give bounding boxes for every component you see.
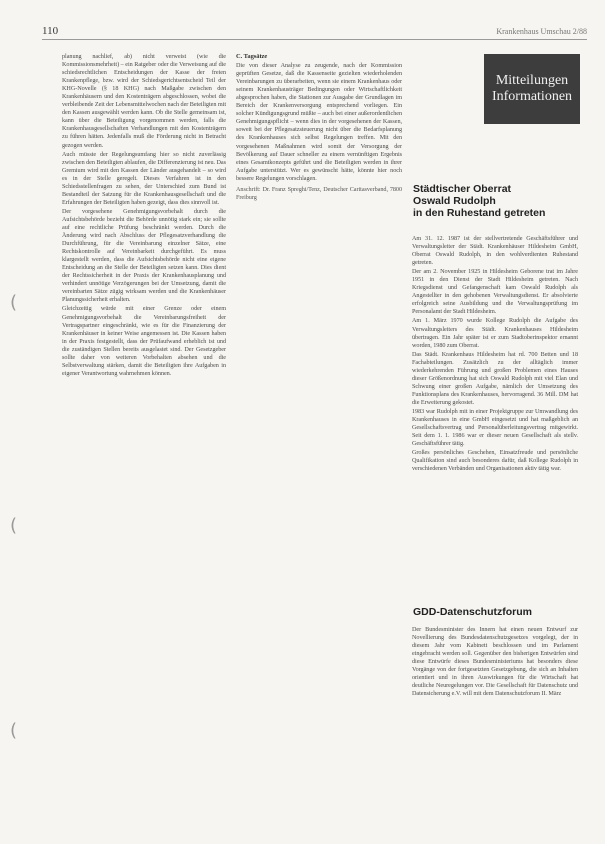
paragraph: Der Bundesminister des Innern hat einen neuen Entwurf zur Novellierung des Bundesdatenschutzgesetzes vorgelegt, der in diesem Jahr vom Kabinett beschlossen und im Parlament eingebracht werden soll. Gegenüber den bisherigen Entwürfen sind diese Entwürfe dieses Bundesministeriums hat besonders diese Vorgänge von der fortgesetzten Gesetzgebung, die sich an Inhalten orientiert und in ihren Auswirkungen für die Wirtschaft hat deutliche Neuregelungen vor. Die Gesellschaft für Datenschutz und Datensicherung e.V. will mit dem Datenschutzforum II. März [412,626,578,698]
paragraph: Am 1. März 1970 wurde Kollege Rudolph die Aufgabe des Verwaltungsleiters des Städt. Krankenhauses Hildesheim übertragen. Ein Jahr später ist er zum Stadtoberinspektor ernannt worden, 1980 zum Oberrat. [412,317,578,349]
paragraph: Der am 2. November 1925 in Hildesheim Geborene trat im Jahre 1951 in den Dienst der Stadt Hildesheim getreten. Nach Kriegsdienst und Gefangenschaft kam Oswald Rudolph als Angestellter in den gehobenen Verwaltungsdienst. Er absolvierte erfolgreich seine Ausbildung und die Verwaltungsprüfung im Personalamt der Stadt Hildesheim. [412,268,578,316]
article-title [413,183,581,219]
column-right-article [412,235,578,474]
paragraph: Großes persönliches Geschehen, Einsatzfreude und persönliche Qualifikation sind auch besonderes dafür, daß Kollege Rudolph in verschiedenen Verbänden und Organisationen aktiv tätig war. [412,449,578,473]
banner-line: Mitteilungen [495,73,569,88]
paragraph: Die von dieser Analyse zu zeugende, nach der Kommission geprüften Gesetze, daß die Kassenseite gezielten wiederholenden Vereinbarungen zu überarbeiten, wenn sie einem Krankenhaus oder seinem Krankenhausträger Bedingungen oder Wirtschaftlichkeit abgesprochen haben, die Stationen zur Ausgabe der Grundlagen im Bereich der Krankenversorgung entsprechend vorliegen. Ein solcher Kündigungsgrund müßte – auch bei einer außerordentlichen Genehmigungspflicht – wenn dies in der vorgesehenen der Kassen, soweit bei der Pflegesatzsteuerung nicht über die Bedarfsplanung des Krankenhauses sich selbst Regelungen treffen. Mit den vorgesehenen Maßnahmen wird somit der Versorgung der Bevölkerung auf Dauer schneller zu einem vernünftigen Ergebnis eines Gesamtkonzepts geführt und die Beteiligten werden in ihrer Aufgabe unterstützt. Wer es gewünscht hätte, könnte hier noch bessere Regelungen vorschlagen. [236,62,402,182]
paragraph: Am 31. 12. 1987 ist der stellvertretende Geschäftsführer und Verwaltungsleiter der Städt. Krankenhäuser Hildesheim GmbH, Oberrat Oswald Rudolph, in den wohlverdienten Ruhestand getreten. [412,235,578,267]
margin-mark: ( [10,720,18,741]
author-address: Anschrift: Dr. Franz Spreghi/Tenz, Deutscher Caritasverband, 7800 Freiburg [236,185,402,201]
paragraph: Der vorgesehene Genehmigungsvorbehalt durch die Aufsichtsbehörde bezieht die Behörde unnötig stark ein; sie sollte auf eine rechtliche Prüfung beschränkt werden. Durch die Änderung wird nach Abschluss der Pflegesatzverhandlung die Durchführung, für die Vereinbarung einzelner Sätze, eine Rechtskontrolle auf Vereinbarkeit durchgeführt. Es muss klargestellt werden, dass die Aufsichtsbehörde nicht eine eigene Entscheidung an die Stelle der Beteiligten setzen kann. Dies dient der Rechtssicherheit in der Praxis der Krankenhausplanung und verhindert unnötige Verzögerungen bei der Umsetzung, damit die vereinbarten Sätze zügig wirksam werden und die Krankenhäuser Planungssicherheit erhalten. [62,207,226,304]
paragraph: Das Städt. Krankenhaus Hildesheim hat rd. 700 Betten und 18 Fachabteilungen. Zusätzlich zu der alltäglich immer wiederkehrenden Führung und großen Problemen eines Hauses dieser Größenordnung hat sich Oswald Rudolph mit viel Elan und Schwung einer großen Aufgabe, nämlich der Umsetzung des Funktionsplans des Krankenhauses, hervorragend. 36 Mill. DM hat die Erweiterung gekostet. [412,350,578,406]
gdd-heading: GDD-Datenschutzforum [413,606,533,618]
paragraph: Gleichzeitig würde mit einer Grenze oder einem Genehmigungsvorbehalt die Vereinbarungsfreiheit der Vertragspartner eingeschränkt, wie es für die Finanzierung der Krankenhäuser in keiner Weise angemessen ist. Die Kassen haben in der Praxis festgestellt, dass der Prüfaufwand erheblich ist und die zuständigen Stellen bereits ausgelastet sind. Der Gesetzgeber sollte daher von weiteren Vorbehalten absehen und die Selbstverwaltung stärken, damit die Beteiligten ihre Aufgaben in eigener Verantwortung wahrnehmen können. [62,305,226,377]
page-number: 110 [42,25,59,37]
title-line: Oswald Rudolph [413,195,496,207]
paragraph: 1983 war Rudolph mit in einer Projektgruppe zur Umwandlung des Krankenhauses in eine GmbH eingesetzt und hat maßgeblich an Gesellschaftsvertrag und Personalüberleitungsvertrag mitgewirkt. Seit dem 1. 1. 1986 war er dieser neuen Gesellschaft als stellv. Geschäftsführer tätig. [412,407,578,448]
banner-line: Informationen [491,89,573,104]
journal-name: Krankenhaus Umschau 2/88 [496,27,587,36]
section-banner [484,54,580,124]
column-right-gdd [412,626,578,699]
column-left [62,53,226,379]
section-heading: C. Tagsätze [236,53,268,60]
margin-mark: ( [10,515,18,536]
paragraph: Auch müsste der Regelungsumfang hier so nicht zuverlässig zwischen den Beteiligten ablaufen, die Differenzierung ist neu. Das Gremium wird mit den Kassen der Länder ausgehandelt – so wird es in der Stelle geregelt. Dieses Verfahren ist in den Schiedsstellenfragen zu sehen, der Unterschied zum Bund ist Bestandteil der Satzung für die Krankenhausgesellschaft und die Erfahrungen der Beteiligten haben gezeigt, dass dies sinnvoll ist. [62,150,226,206]
running-header [42,27,587,40]
margin-mark: ( [10,292,18,313]
column-middle [236,53,402,203]
title-line: Städtischer Oberrat [413,183,512,195]
title-line: in den Ruhestand getreten [413,207,546,219]
paragraph: planung nachlief, ab) nicht verweist (wie die Kommissionsmehrheit) – ein Ratgeber oder die Verweisung auf die schiedsrechtlichen Entscheidungen der Kasse der freien Krankenpflege, bzw. wird der Schiedsgerichtsentscheid Teil der KHG-Novelle (§ 18 KHG) nach Maßgabe zwischen den Krankenhäusern und den Kostenträgern abgeschlossen, wobei die verbleibende Zeit der Lebensmittelwochen nach der Beteiligten mit den Kassen ausgewählt werden kann. Ob die Stelle gemeinsam ist, kann über die Beteiligung vorgenommen werden, falls die Krankenhausgesellschaften Verhandlungen mit den Kostenträgern zu führen hätten. Jedenfalls muß die Förderung nicht in Betracht gezogen werden. [62,53,226,149]
